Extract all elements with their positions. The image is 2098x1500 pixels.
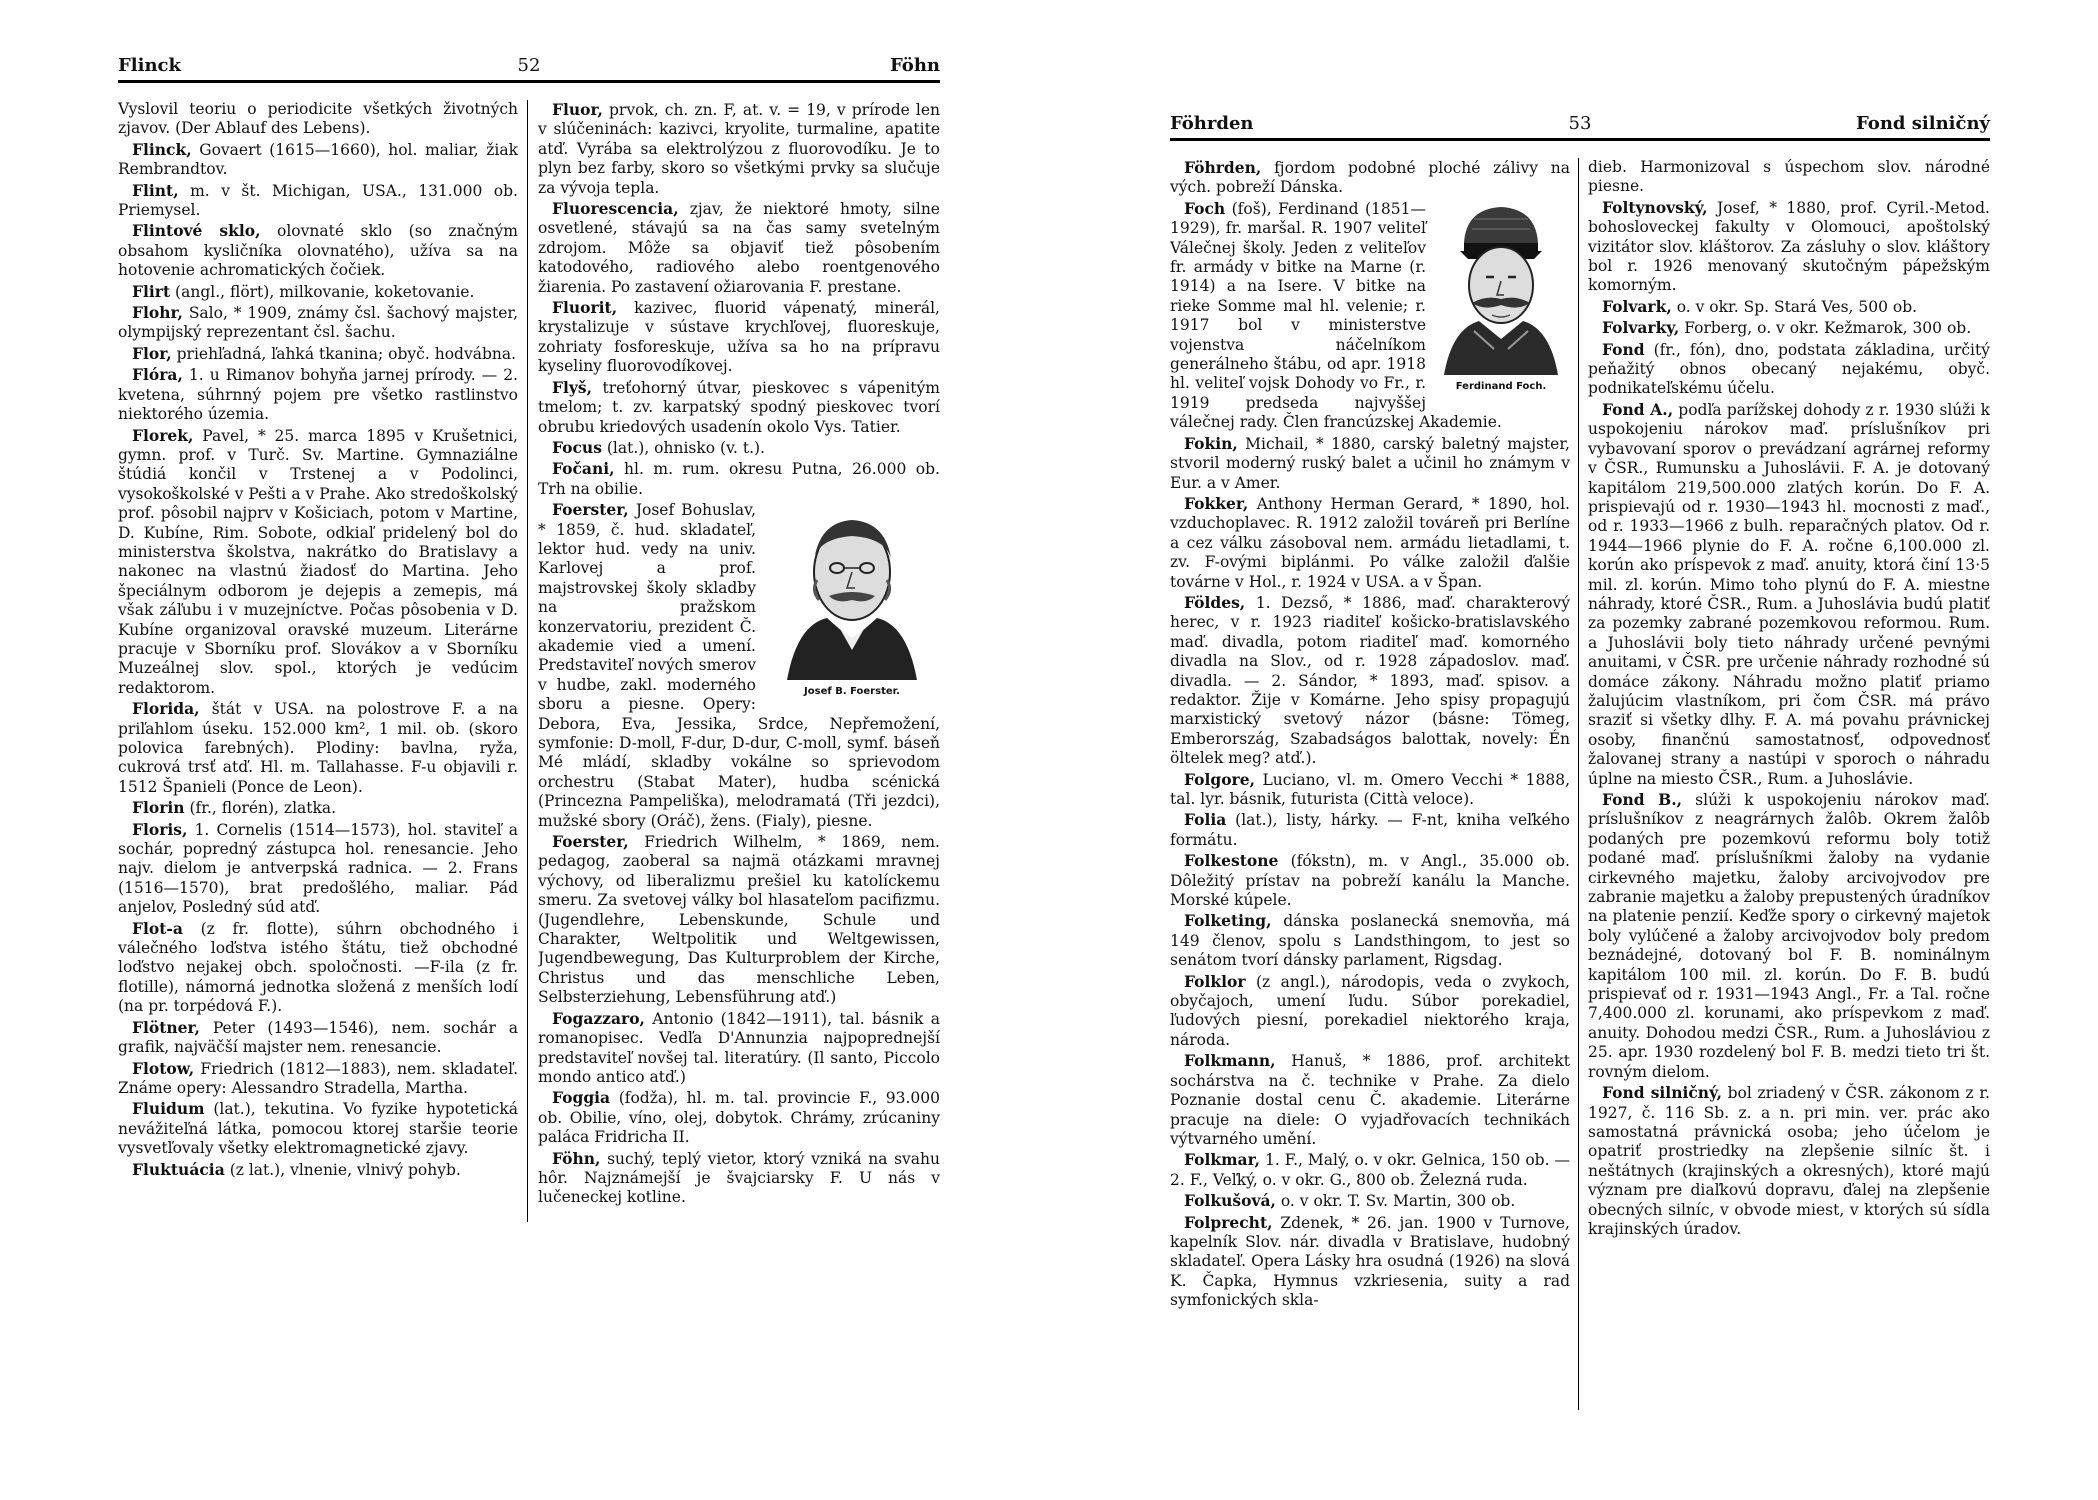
- left-page-column-2: [538, 100, 940, 1472]
- entry-headword: Folia: [1184, 810, 1227, 830]
- entry-headword: Fond B.,: [1602, 790, 1683, 809]
- entry-headword: Foerster,: [552, 832, 629, 852]
- entry-text: podľa parížskej dohody z r. 1930 slúži k uspokojeniu nárokov maď. príslušníkov pri vybavovaní sporov o prevádzaní agrárnej reformy v ČSR., Rumunsku a Juhoslávii. F. A. je dotovaný kapitálom 219,500.000 zlatých korún. Do F. A. prispievajú od r. 1930—1943 hl. mocnosti z maď., od r. 1933—1966 z bulh. reparačných platov. Od r. 1944—1966 plynie do F. A. ročne 6,100.000 zl. korún ako príspevok z maď. anuity, ktorá činí 13·5 mil. zl. korún. Mimo toho plynú do F. A. miestne náhrady, ktoré ČSR., Rum. a Juhoslávia budú platiť za pozemky zabrané pozemkovou reformou. Rum. a Juhoslávii boly tieto náhrady určené pevnými anuitami, v ČSR. pre určenie náhrady rozhodné sú domáce zákony. Náhradu možno platiť priamo žalujúcim vlastníkom, pri čom ČSR. má právo sraziť si všetky dlhy. F. A. má povahu právnickej osoby, finančnú samostatnosť, odpovednosť žalovanej strany a nastúpi v sporoch o náhradu úplne na miesto ČSR., Rum. a Juhoslávie.: [1588, 400, 1990, 788]
- entry-text: Pavel, * 25. marca 1895 v Krušetnici, gymn. prof. v Turč. Sv. Martine. Gymnaziálne štúdiá končil v Trstenej a v Podolinci, vysokoškolské v Pešti a v Prahe. Ako stredoškolský prof. pôsobil najprv v Košiciach, potom v Martine, D. Kubíne, Rim. Sobote, odkiaľ pridelený bol do ministerstva školstva, nakrátko do Bratislavy a nakonec na vlastnú žiadosť do Martina. Jeho špeciálnym odborom je dejepis a zemepis, má však záľubu i v muzejníctve. Počas pôsobenia v D. Kubíne organizoval oravské muzeum. Literárne pracuje v Sborníku prof. Slovákov a v Sborníku Muzeálnej slov. spol., ktorých je vedúcim redaktorom.: [118, 426, 518, 697]
- dictionary-entry: [538, 1149, 940, 1208]
- dictionary-entry: [1588, 318, 1990, 338]
- entry-text: Peter (1493—1546), nem. sochár a grafik, najväčší majster nem. renesancie.: [118, 1018, 518, 1057]
- entry-text: (fr., fón), dno, podstata základina, určitý peňažitý obnos obecaný nejakému, obyč. podnikateľskému účelu.: [1588, 340, 1990, 398]
- entry-text: Friedrich Wilhelm, * 1869, nem. pedagog, zaoberal sa najmä otázkami mravnej výchovy, od liberalizmu prešiel ku katolíckemu smeru. Za svetovej války bol hlasateľom pacifizmu. (Jugendlehre, Lebenskunde, Schule und Charakter, Weltpolitik und Weltgewissen, Jugendbewegung, Das Kulturproblem der Kirche, Christus und das menschliche Leben, Selbsterziehung, Lebensführung atď.): [538, 833, 940, 1007]
- dictionary-entry: [538, 1009, 940, 1088]
- entry-text: Anthony Herman Gerard, * 1890, hol. vzduchoplavec. R. 1912 založil továreň pri Berlíne a cez válku zásoboval nem. armádu lietadlami, t. zv. F-ovými biplánmi. Po válke založil ďalšie továrne v Hol., r. 1924 v USA. a v Špan.: [1170, 494, 1570, 591]
- dictionary-entry: [538, 199, 940, 297]
- entry-headword: Foltynovský,: [1602, 197, 1708, 217]
- entry-headword: Föhn,: [552, 1148, 601, 1168]
- left-page-number: 52: [517, 55, 541, 76]
- dictionary-entry: [538, 459, 940, 499]
- dictionary-entry: [1170, 494, 1570, 592]
- entry-text: fjordom podobné ploché zálivy na vých. pobreží Dánska.: [1170, 159, 1570, 197]
- dictionary-entry: [1170, 1051, 1570, 1149]
- left-header-last-entry: Föhn: [890, 55, 940, 76]
- entry-headword: Flint,: [132, 180, 179, 200]
- entry-headword: Fond A.,: [1602, 399, 1674, 419]
- dictionary-entry: [118, 798, 518, 818]
- dictionary-entry: [118, 140, 518, 180]
- column-divider: [527, 100, 528, 1222]
- dictionary-entry: [1170, 911, 1570, 970]
- entry-text: dieb. Harmonizoval s úspechom slov. národné piesne.: [1588, 158, 1990, 196]
- entry-text: (fr., florén), zlatka.: [189, 799, 337, 818]
- left-page-header: [118, 52, 940, 83]
- dictionary-entry: [1588, 1083, 1990, 1239]
- entry-headword: Fogazzaro,: [552, 1008, 645, 1028]
- dictionary-entry: [1170, 1213, 1570, 1311]
- entry-text: Josef, * 1880, prof. Cyril.-Metod. bohosloveckej fakulty v Olomouci, apoštolský vizitátor slov. kláštorov. Za zásluhy o slov. kláštory bol r. 1926 menovaný skutočným pápežským komorným.: [1588, 198, 1990, 295]
- dictionary-entry: [1170, 972, 1570, 1051]
- dictionary-entry: [118, 820, 518, 918]
- entry-headword: Földes,: [1184, 592, 1246, 612]
- entry-text: dánska poslanecká snemovňa, má 149 členov, spolu s Landsthingom, to jest so senátom tvorí dánsky parlament, Rigsdag.: [1170, 912, 1570, 970]
- right-header-first-entry: Föhrden: [1170, 113, 1254, 134]
- entry-headword: Flotow,: [132, 1058, 195, 1078]
- entry-headword: Folklor: [1184, 971, 1246, 991]
- entry-text: bol zriadený v ČSR. zákonom z r. 1927, č. 116 Sb. z. a n. pri min. ver. prác ako samostatná právnická osoba; jeho účelom je opatriť prostriedky na zlepšenie silníc št. i neštátnych (krajinských a okresných), ktoré majú význam pre diaľkovú dopravu, ďalej na zlepšenie obecných silníc, v obvode miest, v ktorých sú sídla krajinských úradov.: [1588, 1084, 1990, 1238]
- dictionary-entry: [118, 1059, 518, 1099]
- entry-text: Forberg, o. v okr. Kežmarok, 300 ob.: [1684, 319, 1972, 338]
- entry-text: Josef Bohuslav, * 1859, č. hud. skladateľ, lektor hud. vedy na univ. Karlovej a prof. majstrovskej školy skladby na pražskom konzervatoriu, prezident Č. akademie vied a umení. Predstaviteľ nových smerov v hudbe, zakl. moderného sboru a piesne. Opery: Debora, Eva, Jessika, Srdce, Nepřemožení, symfonie: D-moll, F-dur, D-dur, C-moll, symf. báseň Mé mládí, skladby vokálne so sprievodom orchestru (Stabat Mater), hudba scénická (Princezna Pampeliška), melodramatá (Tři jezdci), mužské sbory (Oráč), žens. (Fialy), piesne.: [538, 501, 940, 830]
- entry-headword: Flirt: [132, 281, 171, 301]
- right-page-column-2: [1588, 158, 1990, 1470]
- entry-headword: Foch: [1184, 198, 1226, 218]
- entry-text: Michail, * 1880, carský baletný majster, stvoril moderný ruský balet a učinil ho známym v Eur. a v Amer.: [1170, 434, 1570, 492]
- entry-text: Antonio (1842—1911), tal. básnik a romanopisec. Vedľa D'Annunzia najpoprednejší predstaviteľ novšej tal. literatúry. (Il santo, Piccolo mondo antico atď.): [538, 1009, 940, 1086]
- dictionary-entry: [118, 1018, 518, 1058]
- entry-text: zjav, že niektoré hmoty, silne osvetlené, stávajú sa na čas samy svetelným zdrojom. Môže sa objaviť tiež pôsobením katodového, radiového alebo roentgenového žiarenia. Po zastavení ožiarovania F. prestane.: [538, 200, 940, 296]
- foch-portrait-image: [1434, 199, 1568, 375]
- entry-headword: Folprecht,: [1184, 1212, 1273, 1232]
- entry-headword: Florin: [132, 798, 185, 818]
- dictionary-entry: [1588, 790, 1990, 1082]
- entry-headword: Floris,: [132, 819, 188, 839]
- entry-headword: Florida,: [132, 699, 200, 719]
- entry-headword: Fokin,: [1184, 433, 1238, 453]
- column-divider: [1578, 158, 1579, 1410]
- entry-text: olovnaté sklo (so značným obsahom kysličníka olovnatého), užíva sa na hotovenie achromatických čočiek.: [118, 222, 518, 280]
- dictionary-entry: [1170, 851, 1570, 910]
- entry-text: Luciano, vl. m. Omero Vecchi * 1888, tal. lyr. básnik, futurista (Città veloce).: [1170, 770, 1570, 808]
- entry-text: o. v okr. Sp. Stará Ves, 500 ob.: [1676, 297, 1918, 316]
- foch-portrait: [1432, 199, 1570, 395]
- entry-text: Vyslovil teoriu o periodicite všetkých životných zjavov. (Der Ablauf des Lebens).: [118, 100, 518, 138]
- dictionary-entry: [1170, 158, 1570, 198]
- foerster-caption: Josef B. Foerster.: [804, 686, 900, 698]
- dictionary-entry: [1170, 770, 1570, 810]
- right-page-header: [1170, 110, 1990, 141]
- dictionary-entry: [118, 181, 518, 221]
- entry-text: 1. u Rimanov bohyňa jarnej prírody. — 2. kvetena, súhrnný pojem pre všetko rastlinstvo niektorého územia.: [118, 366, 518, 424]
- entry-headword: Fond: [1602, 339, 1645, 359]
- entry-text: Zdenek, * 26. jan. 1900 v Turnove, kapelník Slov. nár. divadla v Bratislave, hudobný skladateľ. Opera Lásky hra osudná (1926) na slová K. Čapka, Hymnus vzkriesenia, suity a rad symfonických skla-: [1170, 1213, 1570, 1310]
- dictionary-entry: [538, 1088, 940, 1147]
- foerster-portrait-image: [767, 500, 937, 680]
- entry-text: hl. m. rum. okresu Putna, 26.000 ob. Trh na obilie.: [538, 460, 940, 498]
- entry-text: treťohorný útvar, pieskovec s vápenitým tmelom; t. zv. karpatský spodný pieskovec tvorí obrubu kriedových usadenín okolo Vys. Tatier.: [538, 378, 940, 436]
- entry-headword: Flohr,: [132, 303, 183, 323]
- entry-text: o. v okr. T. Sv. Martin, 300 ob.: [1280, 1192, 1516, 1211]
- dictionary-entry: [538, 378, 940, 437]
- entry-text: 1. Cornelis (1514—1573), hol. staviteľ a sochár, popredný zástupca hol. renesancie. Jeho najv. dielom je antverpská radnica. — 2. Frans (1516—1570), brat predošlého, maliar. Pád anjelov, Posledný súd atď.: [118, 820, 518, 917]
- entry-text: (lat.), tekutina. Vo fyzike hypotetická nevážiteľná látka, pomocou ktorej staršie teorie vysvetľovaly všetky elektromagnetické zjavy.: [118, 1100, 518, 1158]
- dictionary-entry: [118, 344, 518, 364]
- entry-headword: Flinck,: [132, 139, 192, 159]
- entry-headword: Fluktuácia: [132, 1159, 225, 1179]
- entry-headword: Flötner,: [132, 1017, 200, 1037]
- dictionary-entry: [118, 282, 518, 302]
- entry-text: (z lat.), vlnenie, vlnivý pohyb.: [229, 1160, 461, 1179]
- entry-headword: Folkestone: [1184, 851, 1279, 871]
- dictionary-entry: [118, 426, 518, 699]
- entry-text: Friedrich (1812—1883), nem. skladateľ. Známe opery: Alessandro Stradella, Martha.: [118, 1059, 518, 1097]
- entry-headword: Folkmar,: [1184, 1150, 1261, 1170]
- entry-headword: Flintové sklo,: [132, 221, 261, 241]
- entry-headword: Fluorit,: [552, 298, 618, 318]
- right-header-last-entry: Fond silničný: [1856, 113, 1990, 134]
- dictionary-entry: [1170, 1191, 1570, 1211]
- right-page-number: 53: [1568, 113, 1592, 134]
- dictionary-entry: [118, 1160, 518, 1180]
- left-col2-top-entries: [538, 100, 940, 499]
- entry-text: prvok, ch. zn. F, at. v. = 19, v prírode len v slúčeninách: kazivci, kryolite, turmaline, apatite atď. Vyrába sa elektrolýzou z fluorovodíku. Je to plyn bez farby, skoro so všetkými prvky sa slučuje za vývoja tepla.: [538, 101, 940, 197]
- entry-text: slúži k uspokojeniu nárokov maď. príslušníkov z neagrárnych žalôb. Okrem žalôb podaných pre pozemkovú reformu boly totiž podané maď. príslušníkmi žaloby na vydanie cirkevného majetku, žaloby arcivojvodov pre zabranie majetku a žaloby prepustených úradníkov na platenie penzií. Keďže spory o cirkevný majetok boly vylúčené a žaloby arcivojvodov boly predom beznádejné, dotovaný bol F. B. nominálnym kapitálom 100 mil. zl. korún. Do F. B. budú prispievať od r. 1931—1943 Angl., Fr. a Tal. ročne 7,400.000 zl. korunami, ako príspevkom z maď. anuity. Dohodou medzi ČSR., Rum. a Juhosláviou z 25. apr. 1930 rozdelený bol F. B. medzi tieto tri št. rovným dielom.: [1588, 791, 1990, 1081]
- entry-text: m. v št. Michigan, USA., 131.000 ob. Priemysel.: [118, 181, 518, 220]
- entry-headword: Foerster,: [552, 500, 629, 520]
- entry-headword: Flor,: [132, 343, 172, 363]
- left-page: [118, 52, 940, 1472]
- dictionary-entry: [1588, 158, 1990, 197]
- entry-text: (lat.), ohnisko (v. t.).: [606, 438, 765, 457]
- entry-headword: Folvarky,: [1602, 318, 1680, 338]
- entry-headword: Fokker,: [1184, 493, 1249, 513]
- entry-headword: Flóra,: [132, 365, 183, 385]
- entry-headword: Folketing,: [1184, 911, 1272, 931]
- dictionary-entry: [1588, 340, 1990, 399]
- dictionary-entry: [1170, 593, 1570, 769]
- dictionary-entry: [538, 100, 940, 198]
- dictionary-entry: [1588, 198, 1990, 296]
- entry-headword: Folkmann,: [1184, 1051, 1276, 1071]
- entry-text: (angl., flört), milkovanie, koketovanie.: [175, 282, 475, 301]
- dictionary-entry: [1588, 400, 1990, 789]
- entry-headword: Foggia: [552, 1088, 611, 1108]
- dictionary-entry: [118, 699, 518, 797]
- dictionary-entry: [1170, 1150, 1570, 1190]
- dictionary-entry: [1170, 810, 1570, 850]
- entry-headword: Fond silničný,: [1602, 1083, 1722, 1103]
- left-page-column-1: [118, 100, 518, 1472]
- entry-headword: Föhrden,: [1184, 158, 1262, 177]
- dictionary-entry: [118, 365, 518, 424]
- entry-text: (z angl.), národopis, veda o zvykoch, obyčajoch, umení ľudu. Súbor porekadiel, ľudových piesní, porekadiel niektorého kraja, národa.: [1170, 972, 1570, 1049]
- entry-text: (lat.), listy, hárky. — F-nt, kniha veľkého formátu.: [1170, 811, 1570, 849]
- dictionary-entry: [118, 919, 518, 1017]
- entry-text: (fodža), hl. m. tal. provincie F., 93.000 ob. Obilie, víno, olej, dobytok. Chrámy, zrúcaniny paláca Fridricha II.: [538, 1089, 940, 1147]
- entry-text: kazivec, fluorid vápenatý, minerál, krystalizuje v sústave krychľovej, fluoreskuje, zohriaty fosforeskuje, užíva sa ho na prípravu kyseliny fluorovodíkovej.: [538, 299, 940, 376]
- right-page: [1170, 110, 1990, 1470]
- entry-text: Salo, * 1909, známy čsl. šachový majster, olympijský reprezentant čsl. šachu.: [118, 304, 518, 342]
- dictionary-entry: [1170, 434, 1570, 493]
- entry-text: 1. F., Malý, o. v okr. Gelnica, 150 ob. — 2. F., Veľký, o. v okr. G., 800 ob. Železná ruda.: [1170, 1151, 1570, 1189]
- entry-headword: Fluor,: [552, 100, 603, 119]
- entry-headword: Folkušová,: [1184, 1191, 1276, 1211]
- right-page-column-1: [1170, 158, 1570, 1470]
- foerster-portrait: [764, 500, 940, 700]
- entry-text: štát v USA. na polostrove F. a na priľahlom úseku. 152.000 km², 1 mil. ob. (skoro polovica farebných). Plodiny: bavlna, ryža, cukrová trsť atď. Hl. m. Tallahasse. F-u objavili r. 1512 Španieli (Ponce de Leon).: [118, 700, 518, 796]
- entry-headword: Fluorescencia,: [552, 199, 679, 219]
- dictionary-entry: [538, 298, 940, 377]
- dictionary-entry: [118, 100, 518, 139]
- entry-text: 1. Dezső, * 1886, maď. charakterový herec, v r. 1923 riaditeľ košicko-bratislavského maď. divadla, potom riaditeľ maď. komorného divadla na Slov., od r. 1928 západoslov. maď. divadla. — 2. Sándor, * 1893, maď. spisov. a redaktor. Žije v Komárne. Jeho spisy propagujú marxistický svetový názor (básne: Tömeg, Emberország, Szabadságos balottak, novely: Én öltelek meg? atď.).: [1170, 593, 1570, 768]
- foch-caption: Ferdinand Foch.: [1455, 380, 1547, 392]
- dictionary-entry: [118, 221, 518, 280]
- dictionary-entry: [1588, 297, 1990, 317]
- dictionary-entry: [118, 303, 518, 343]
- entry-headword: Focus: [552, 437, 602, 457]
- entry-text: Govaert (1615—1660), hol. maliar, žiak Rembrandtov.: [118, 140, 518, 179]
- entry-text: (foš), Ferdinand (1851—1929), fr. maršal. R. 1907 veliteľ Válečnej školy. Jeden z veliteľov fr. armády v bitke na Marne (r. 1914) a na Isere. V bitke na rieke Somme mal hl. velenie; r. 1917 bol v ministerstve vojenstva náčelníkom generálneho štábu, od apr. 1918 hl. veliteľ vojsk Dohody vo Fr., r. 1919 predseda najvyššej válečnej rady. Člen francúzskej Akademie.: [1170, 199, 1502, 432]
- entry-headword: Flot-a: [132, 918, 183, 938]
- entry-text: (fókstn), m. v Angl., 35.000 ob. Dôležitý prístav na pobreží kanálu la Manche. Morské kúpele.: [1170, 852, 1570, 910]
- dictionary-entry: [118, 1099, 518, 1158]
- dictionary-entry: [538, 438, 940, 458]
- entry-text: Hanuš, * 1886, prof. architekt sochárstva na č. technike v Prahe. Za dielo Poznanie dostal cenu Č. akademie. Literárne pracuje na diele: O vyjadřovacích technikách výtvarného umění.: [1170, 1052, 1570, 1148]
- entry-text: (z fr. flotte), súhrn obchodného i válečného loďstva istého štátu, tiež obchodné loďstvo nejakej obch. spoločnosti. —F-ila (z fr. flotille), námorná jednotka složená z menších lodí (na pr. torpédová F.).: [118, 919, 518, 1016]
- dictionary-entry: [538, 832, 940, 1008]
- entry-text: priehľadná, ľahká tkanina; obyč. hodvábna.: [176, 344, 517, 363]
- entry-headword: Folvark,: [1602, 296, 1672, 316]
- entry-headword: Fočani,: [552, 459, 615, 479]
- entry-text: suchý, teplý vietor, ktorý vzniká na svahu hôr. Najznámejší je švajciarsky F. U nás v lučeneckej kotline.: [538, 1149, 940, 1207]
- entry-headword: Flyš,: [552, 377, 593, 397]
- entry-headword: Folgore,: [1184, 769, 1255, 789]
- right-col1-top-entries: [1170, 158, 1570, 198]
- left-header-first-entry: Flinck: [118, 55, 181, 76]
- entry-headword: Florek,: [132, 425, 194, 445]
- entry-headword: Fluidum: [132, 1099, 205, 1119]
